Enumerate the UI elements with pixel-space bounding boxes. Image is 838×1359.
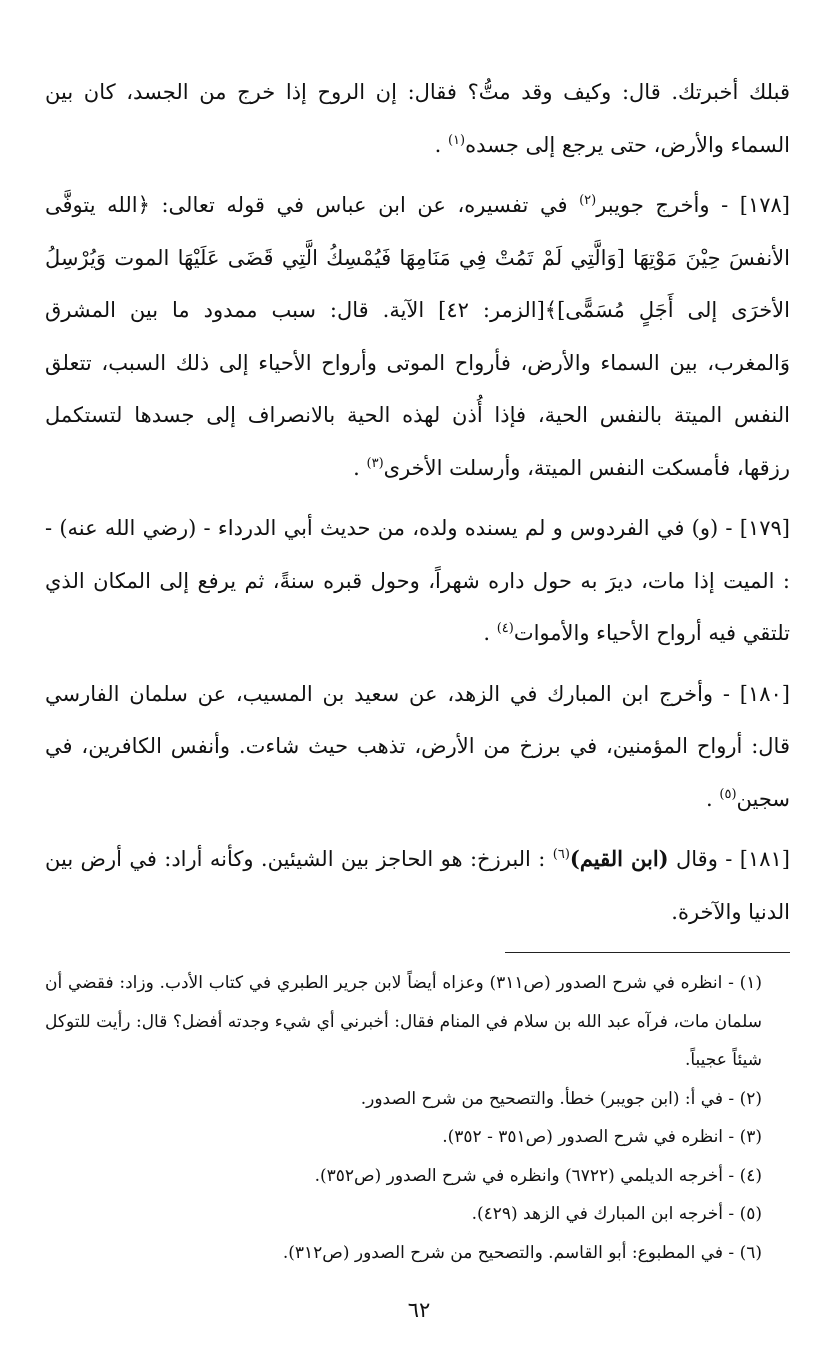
paragraph-text: في تفسيره، عن ابن عباس في قوله تعالى: ﴿الله يتوفَّى الأنفسَ حِيْنَ مَوْتِهَا [وَالَّتِي لَمْ تَمُتْ فِي مَنَامِهَا فَيُمْسِكُ الَّتِي قَضَى عَلَيْهَا الموت وَيُرْسِلُ الأخرَى إلى أَجَلٍ مُسَمًّى]﴾[الزمر: ٤٢] الآية. قال: سبب ممدود ما بين المشرق وَالمغرب، بين السماء والأرض، فأرواح الموتى وأرواح الأحياء إلى ذلك السبب، تتعلق النفس الميتة بالنفس الحية، فإذا أُذن لهذه الحية بالانصراف إلى جسدها لتستكمل رزقها، فأمسكت النفس الميتة، وأرسلت الأخرى xyxy=(45,193,790,480)
footnote-ref-3: (٣) xyxy=(366,455,384,471)
paragraph-end: . xyxy=(483,621,497,645)
footnotes xyxy=(45,964,790,1272)
main-text xyxy=(45,66,790,938)
paragraph-text: - (و) في الفردوس و لم يسنده ولده، من حديث أبي الدرداء - (رضي الله عنه) - : الميت إذا مات، ديرَ به حول داره شهراً، وحول قبره سنةً، ثم يرفع إلى المكان الذي تلتقي فيه أرواح الأحياء والأموات xyxy=(45,516,790,645)
paragraph-180 xyxy=(45,668,790,826)
paragraph-end: . xyxy=(706,786,720,811)
footnote-separator xyxy=(505,952,790,953)
paragraph-text: - وأخرج جويبر xyxy=(596,193,740,217)
paragraph-178 xyxy=(45,179,790,494)
footnote-6: (٦) - في المطبوع: أبو القاسم. والتصحيح من شرح الصدور (ص٣١٢). xyxy=(282,1242,762,1263)
footnote-1: (١) - انظره في شرح الصدور (ص٣١١) وعزاه أيضاً لابن جرير الطبري في كتاب الأدب. وزاد: فقضي أن سلمان مات، فرآه عبد الله بن سلام في المنام فقال: أخبرني أي شيء وجدته أفضل؟ قال: رأيت للتوكل شيئاً عجيباً. xyxy=(45,973,762,1070)
entry-number: [١٨٠] xyxy=(739,681,790,706)
footnote-ref-1: (١) xyxy=(447,132,466,148)
paragraph-end: . xyxy=(353,455,367,480)
footnote-4: (٤) - أخرجه الديلمي (٦٧٢٢) وانظره في شرح الصدور (ص٣٥٢). xyxy=(314,1165,762,1186)
paragraph-text: : البرزخ: هو الحاجز بين الشيئين. وكأنه أراد: في أرض بين الدنيا والآخرة. xyxy=(45,847,790,924)
paragraph-181 xyxy=(45,833,790,938)
paragraph-179 xyxy=(45,502,790,660)
footnote-ref-6: (٦) xyxy=(552,847,570,862)
paragraph-end: . xyxy=(434,132,448,157)
bold-name: (ابن القيم) xyxy=(569,846,669,871)
paragraph-text: - وقال xyxy=(668,847,740,871)
paragraph-text: - وأخرج ابن المبارك في الزهد، عن سعيد بن المسيب، عن سلمان الفارسي قال: أرواح المؤمنين، في برزخ من الأرض، تذهب حيث شاءت. وأنفس الكافرين، في سجين xyxy=(45,681,790,811)
footnote-2: (٢) - في أ: (ابن جويبر) خطأ. والتصحيح من شرح الصدور. xyxy=(360,1088,762,1109)
entry-number: [١٧٩] xyxy=(739,516,790,540)
footnote-ref-2: (٢) xyxy=(579,193,597,208)
footnote-ref-4: (٤) xyxy=(496,621,514,636)
paragraph-text: قبلك أخبرتك. قال: وكيف وقد متُّ؟ فقال: إن الروح إذا خرج من الجسد، كان بين السماء والأرض، حتى يرجع إلى جسده xyxy=(45,80,790,157)
footnote-3: (٣) - انظره في شرح الصدور (ص٣٥١ - ٣٥٢). xyxy=(442,1127,762,1147)
footnote-5: (٥) - أخرجه ابن المبارك في الزهد (٤٢٩). xyxy=(471,1204,762,1224)
entry-number: [١٨١] xyxy=(739,847,790,871)
entry-number: [١٧٨] xyxy=(739,193,790,217)
paragraph-continuation xyxy=(45,66,790,171)
page-number: ٦٢ xyxy=(407,1298,431,1322)
footnote-ref-5: (٥) xyxy=(719,786,737,802)
